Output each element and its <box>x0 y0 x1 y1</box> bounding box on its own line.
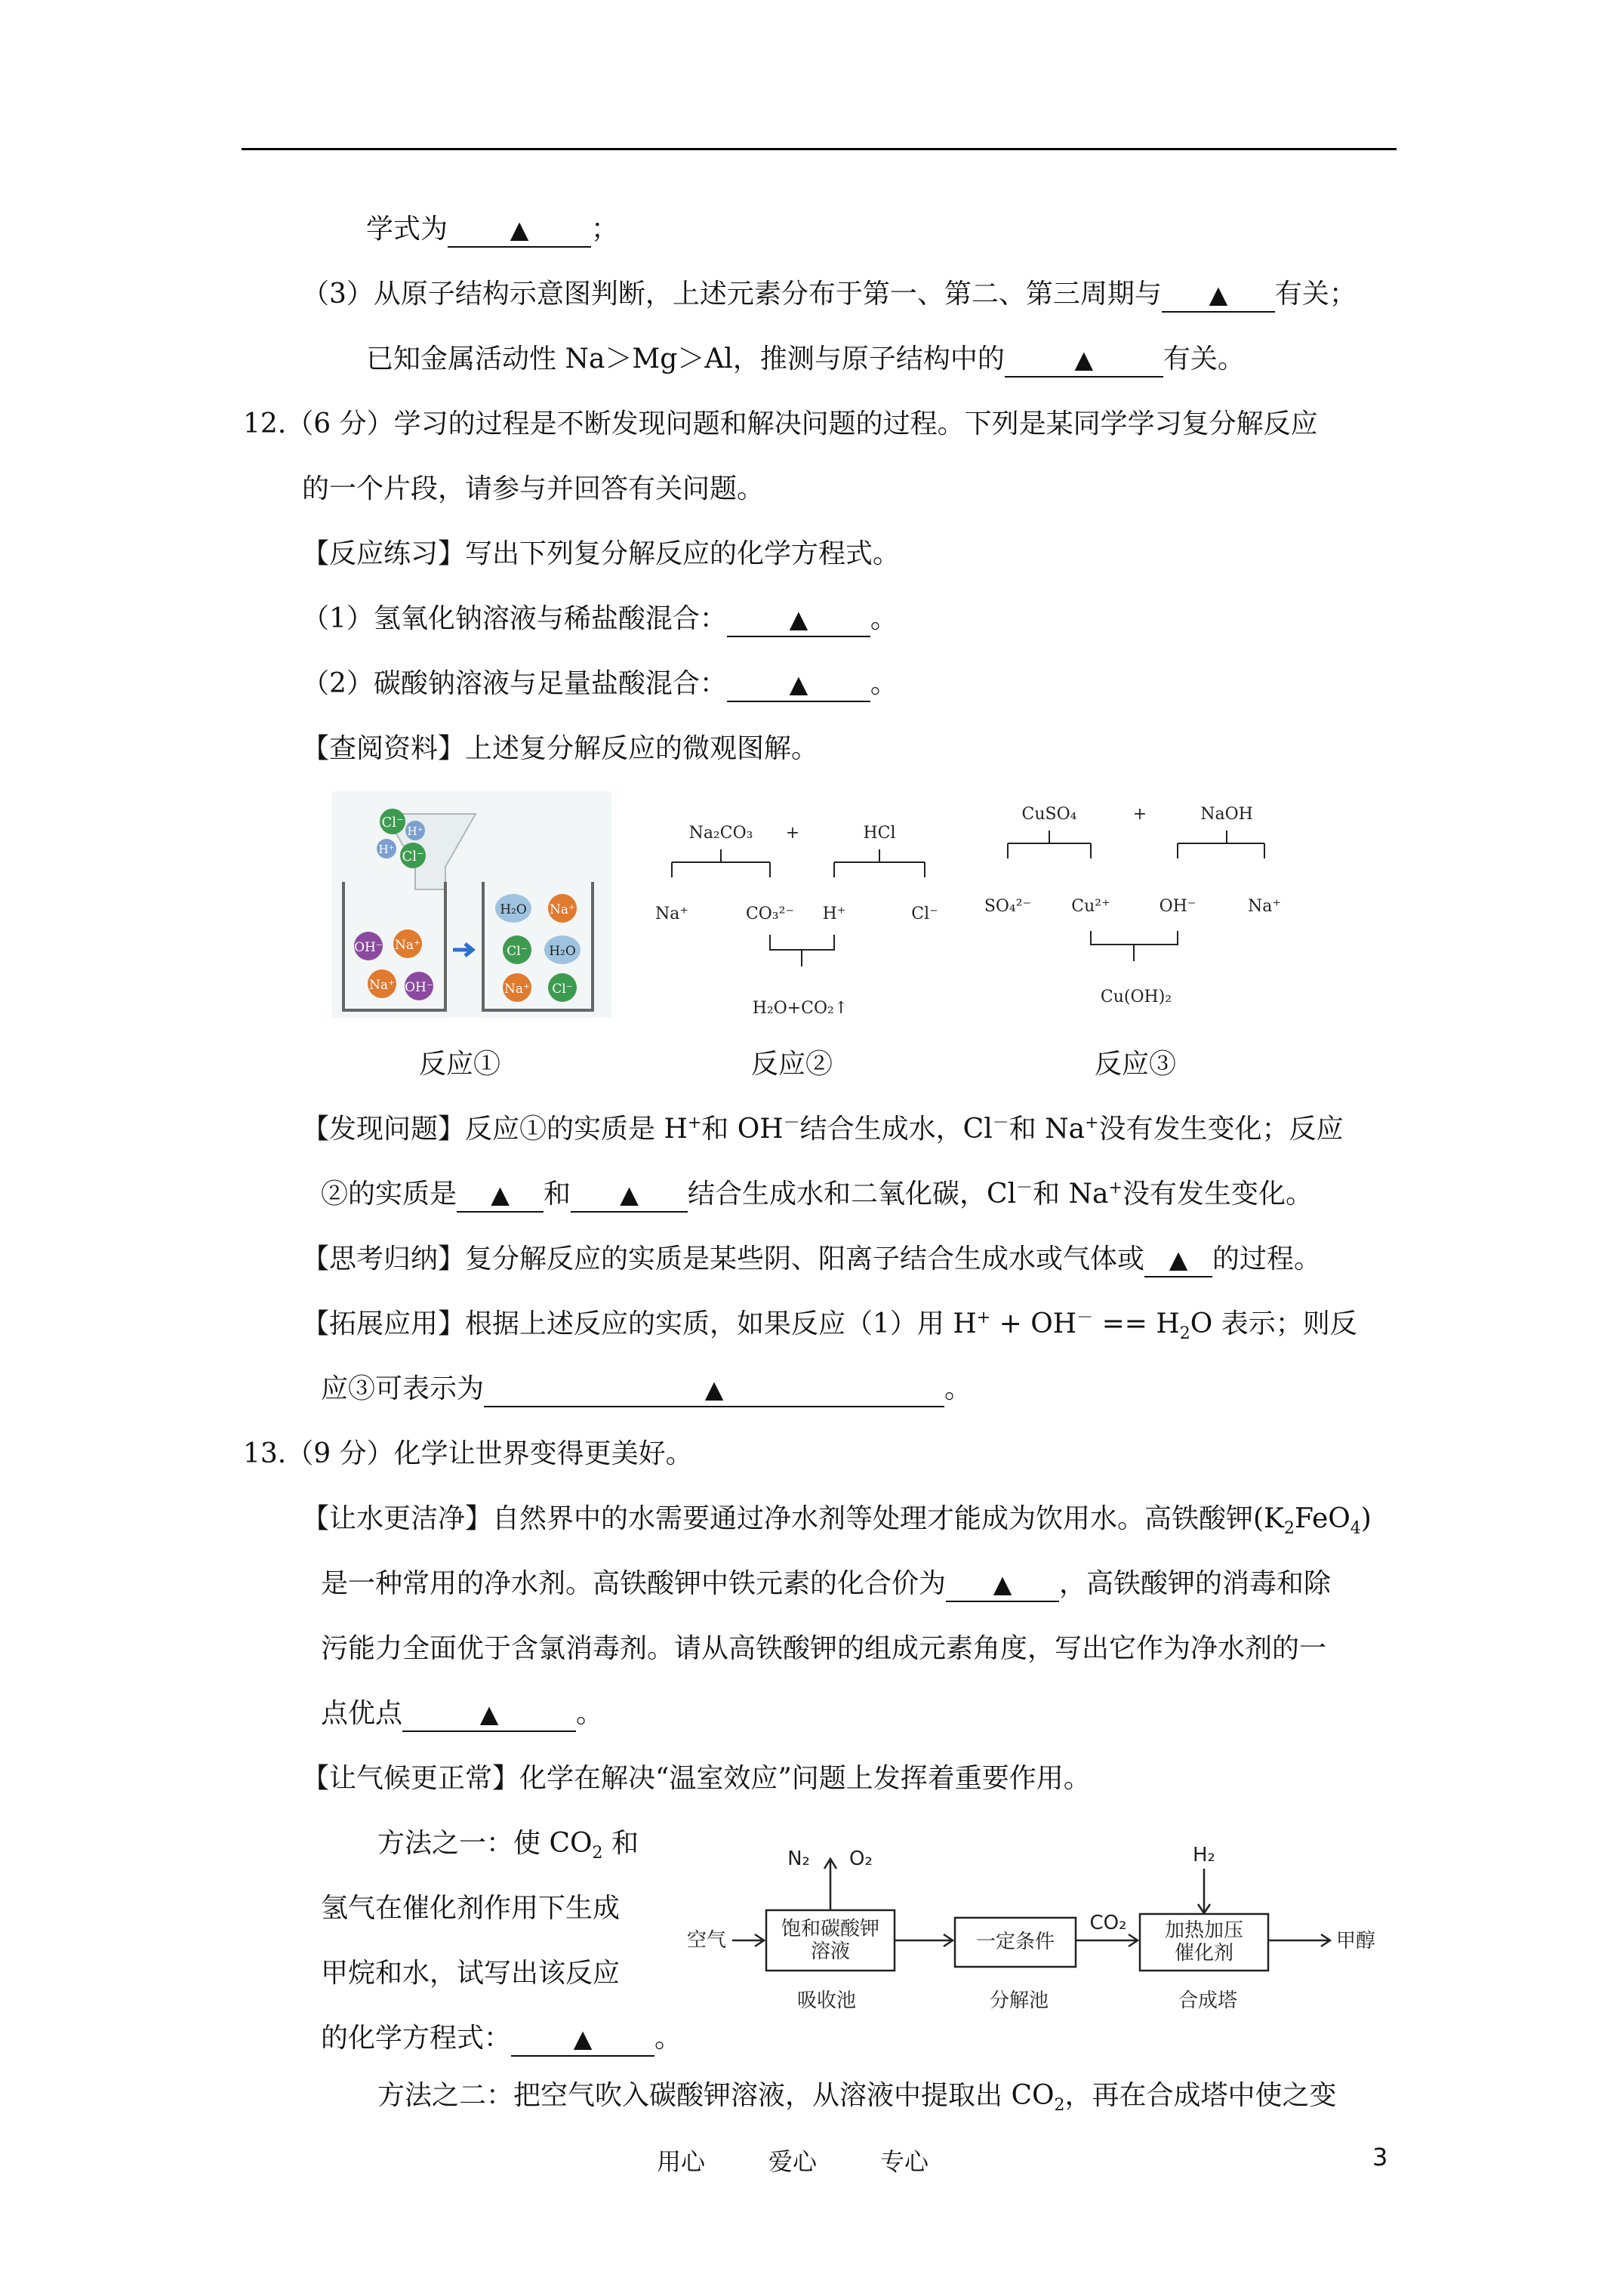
svg-text:H⁺: H⁺ <box>378 843 395 856</box>
molecule-h2o <box>495 894 531 923</box>
answer-blank[interactable]: ▲ <box>402 1697 576 1732</box>
q12-extension-line2: 应③可表示为 ▲ 。 <box>321 1371 972 1407</box>
reaction3-diagram <box>974 797 1306 1012</box>
answer-blank[interactable]: ▲ <box>457 1178 544 1213</box>
answer-blank[interactable]: ▲ <box>571 1178 688 1213</box>
answer-blank[interactable]: ▲ <box>1162 278 1275 313</box>
ion-cl <box>380 809 405 834</box>
svg-text:合成塔: 合成塔 <box>1178 1989 1238 2012</box>
svg-text:吸收池: 吸收池 <box>796 1989 857 2012</box>
svg-text:分解池: 分解池 <box>989 1989 1049 2012</box>
ion-na <box>393 929 422 958</box>
answer-blank[interactable]: ▲ <box>511 2022 654 2057</box>
answer-blank[interactable]: ▲ <box>484 1373 944 1407</box>
ion-cl <box>548 973 577 1002</box>
ion-na <box>548 894 577 923</box>
process-flow-diagram <box>664 1842 1404 2023</box>
q13-method1-line2: 氢气在催化剂作用下生成 <box>321 1893 621 1924</box>
reaction2-diagram <box>649 815 966 1027</box>
q11-line1: 学式为 ▲ ； <box>366 211 618 248</box>
q12-stem: 12.（6 分）学习的过程是不断发现问题和解决问题的过程。下列是某同学学习复分解反应 <box>243 408 1318 439</box>
svg-text:H⁺: H⁺ <box>822 905 846 923</box>
q12-extension-line1: 【拓展应用】根据上述反应的实质，如果反应（1）用 $H^+ + OH^- == H_2O$ 表示；则反 <box>302 1308 1357 1344</box>
svg-text:一定条件: 一定条件 <box>975 1931 1055 1953</box>
header-rule <box>242 148 1397 150</box>
q12-discover-line2: ②的实质是 ▲ 和 ▲ 结合生成水和二氧化碳，Cl－和 Na+没有发生变化。 <box>321 1176 1313 1213</box>
q13-climate: 【让气候更正常】化学在解决“温室效应”问题上发挥着重要作用。 <box>302 1763 1091 1794</box>
svg-text:H₂O: H₂O <box>549 944 576 959</box>
svg-text:O₂: O₂ <box>849 1848 873 1870</box>
svg-text:Na⁺: Na⁺ <box>369 978 395 993</box>
q13-method2-line1: 方法之二：把空气吹入碳酸钾溶液，从溶液中提取出 $CO_2$，再在合成塔中使之变 <box>377 2080 1337 2116</box>
flow-air-label: 空气 <box>687 1929 727 1952</box>
svg-text:H₂: H₂ <box>1193 1844 1215 1866</box>
answer-blank[interactable]: ▲ <box>1144 1243 1212 1277</box>
q13-water-line4: 点优点 ▲ 。 <box>321 1696 603 1732</box>
svg-text:Cl⁻: Cl⁻ <box>911 905 938 923</box>
svg-text:+: + <box>1132 805 1147 824</box>
svg-text:加热加压: 加热加压 <box>1164 1919 1244 1942</box>
ion-oh <box>354 932 383 960</box>
svg-text:OH⁻: OH⁻ <box>405 980 433 995</box>
svg-text:Cu²⁺: Cu²⁺ <box>1071 897 1110 916</box>
svg-text:OH⁻: OH⁻ <box>1159 897 1196 916</box>
svg-text:催化剂: 催化剂 <box>1174 1942 1234 1965</box>
q13-method1-line3: 甲烷和水，试写出该反应 <box>321 1958 621 1989</box>
svg-text:Na⁺: Na⁺ <box>395 938 420 953</box>
flow-product-label: 甲醇 <box>1336 1930 1376 1952</box>
q12-item1: （1）氢氧化钠溶液与稀盐酸混合： ▲ 。 <box>302 601 898 637</box>
reaction1-diagram <box>332 791 611 1018</box>
svg-text:Na⁺: Na⁺ <box>550 902 575 917</box>
svg-text:HCl: HCl <box>863 824 896 843</box>
ion-na <box>503 973 531 1002</box>
answer-blank[interactable]: ▲ <box>946 1567 1059 1602</box>
svg-text:OH⁻: OH⁻ <box>354 940 383 955</box>
ion-cl <box>503 935 531 964</box>
page-number: 3 <box>1372 2143 1388 2171</box>
svg-text:CuSO₄: CuSO₄ <box>1021 805 1077 824</box>
answer-blank[interactable]: ▲ <box>727 667 870 702</box>
q11-line2: （3）从原子结构示意图判断，上述元素分布于第一、第二、第三周期与 ▲ 有关； <box>302 276 1357 313</box>
ion-cl <box>400 843 426 868</box>
caption-reaction3: 反应③ <box>1095 1049 1177 1080</box>
svg-text:H₂O: H₂O <box>500 902 527 917</box>
q12-discover-line1: 【发现问题】反应①的实质是 H+和 OH－结合生成水，Cl－和 Na+没有发生变化；反应 <box>302 1114 1344 1145</box>
svg-text:H⁺: H⁺ <box>407 824 423 838</box>
svg-text:N₂: N₂ <box>787 1848 810 1870</box>
ion-oh <box>405 972 433 1000</box>
ion-h <box>377 839 396 858</box>
q12-item2: （2）碳酸钠溶液与足量盐酸混合： ▲ 。 <box>302 666 898 702</box>
footer-mid: 爱心 <box>768 2147 818 2176</box>
svg-text:Cu(OH)₂: Cu(OH)₂ <box>1100 988 1172 1006</box>
ion-h <box>405 821 425 840</box>
svg-text:CO₃²⁻: CO₃²⁻ <box>745 905 795 923</box>
svg-text:+: + <box>785 824 800 843</box>
q11-line3: 已知金属活动性 Na＞Mg＞Al，推测与原子结构中的 ▲ 有关。 <box>366 341 1245 378</box>
q12-summary: 【思考归纳】复分解反应的实质是某些阴、阳离子结合生成水或气体或 ▲ 的过程。 <box>302 1241 1321 1277</box>
q13-water-line1: 【让水更洁净】自然界中的水需要通过净水剂等处理才能成为饮用水。高铁酸钾$(K_2FeO_4)$ <box>302 1503 1372 1539</box>
answer-blank[interactable]: ▲ <box>1005 343 1163 378</box>
ion-na <box>368 969 396 998</box>
q13-water-line2: 是一种常用的净水剂。高铁酸钾中铁元素的化合价为 ▲ ，高铁酸钾的消毒和除 <box>321 1566 1331 1602</box>
svg-text:Cl⁻: Cl⁻ <box>402 849 424 864</box>
answer-blank[interactable]: ▲ <box>727 603 870 637</box>
q13-method1-line4: 的化学方程式： ▲ 。 <box>321 2020 682 2057</box>
svg-text:CO₂: CO₂ <box>1089 1912 1127 1934</box>
svg-text:Na⁺: Na⁺ <box>504 982 530 997</box>
molecule-h2o <box>544 935 581 964</box>
footer-right: 专心 <box>880 2147 929 2176</box>
svg-text:H₂O+CO₂↑: H₂O+CO₂↑ <box>752 999 848 1018</box>
q13-water-line3: 污能力全面优于含氯消毒剂。请从高铁酸钾的组成元素角度，写出它作为净水剂的一 <box>321 1633 1327 1664</box>
svg-text:Cl⁻: Cl⁻ <box>552 982 573 997</box>
arrow-up-icon <box>824 1859 836 1910</box>
svg-text:溶液: 溶液 <box>810 1940 851 1963</box>
svg-text:Na₂CO₃: Na₂CO₃ <box>688 824 753 843</box>
answer-blank[interactable]: ▲ <box>448 213 591 248</box>
svg-text:NaOH: NaOH <box>1200 805 1253 824</box>
svg-text:SO₄²⁻: SO₄²⁻ <box>984 897 1032 916</box>
q12-section-reference: 【查阅资料】上述复分解反应的微观图解。 <box>302 733 819 764</box>
q12-stem-cont: 的一个片段，请参与并回答有关问题。 <box>302 473 765 504</box>
svg-text:饱和碳酸钾: 饱和碳酸钾 <box>781 1918 880 1940</box>
svg-text:Na⁺: Na⁺ <box>1248 897 1281 916</box>
svg-text:Cl⁻: Cl⁻ <box>381 815 404 831</box>
q12-section-practice: 【反应练习】写出下列复分解反应的化学方程式。 <box>302 538 901 569</box>
svg-text:Cl⁻: Cl⁻ <box>507 944 528 959</box>
q13-method1-line1: 方法之一：使 $CO_2$ 和 <box>377 1828 639 1863</box>
caption-reaction1: 反应① <box>419 1049 501 1080</box>
q13-stem: 13.（9 分）化学让世界变得更美好。 <box>243 1438 693 1469</box>
footer-left: 用心 <box>657 2147 706 2176</box>
svg-text:Na⁺: Na⁺ <box>655 905 688 923</box>
caption-reaction2: 反应② <box>751 1049 833 1080</box>
